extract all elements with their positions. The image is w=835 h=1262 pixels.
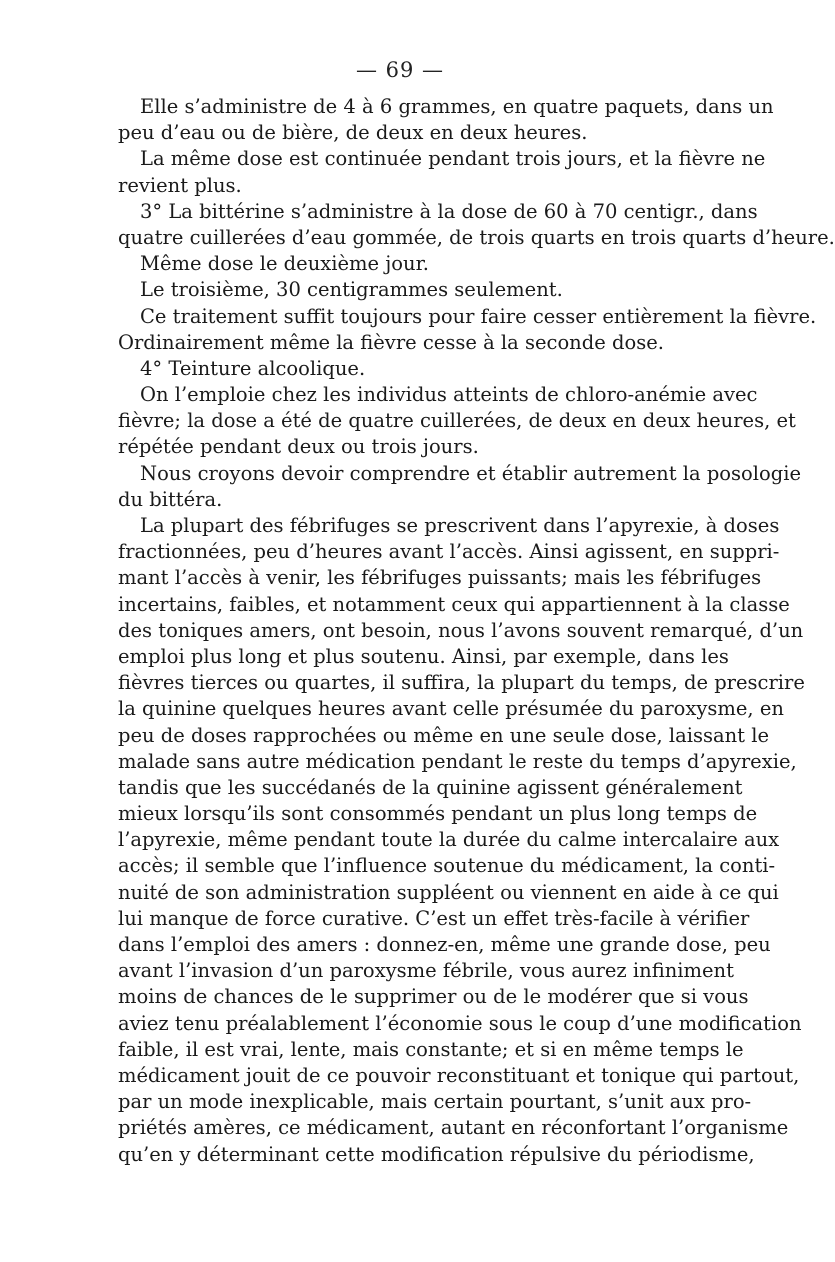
text-line: Nous croyons devoir comprendre et établir autrement la posologie	[140, 461, 802, 485]
text-line: emploi plus long et plus soutenu. Ainsi, par exemple, dans les	[118, 644, 729, 668]
text-line: avant l’invasion d’un paroxysme fébrile, vous aurez infiniment	[118, 959, 734, 983]
text-line: la quinine quelques heures avant celle présumée du paroxysme, en	[118, 697, 784, 721]
text-line: moins de chances de le supprimer ou de le modérer que si vous	[118, 985, 749, 1009]
text-line: Ordinairement même la fièvre cesse à la seconde dose.	[118, 330, 664, 354]
text-line: accès; il semble que l’influence soutenue du médicament, la conti-	[118, 854, 776, 878]
text-line: dans l’emploi des amers : donnez-en, même une grande dose, peu	[118, 933, 771, 956]
text-line: fractionnées, peu d’heures avant l’accès. Ainsi agissent, en suppri-	[118, 540, 780, 564]
text-line: peu de doses rapprochées ou même en une seule dose, laissant le	[118, 723, 769, 747]
text-line: Le troisième, 30 centigrammes seulement.	[140, 278, 563, 302]
text-line: On l’emploie chez les individus atteints de chloro-anémie avec	[140, 383, 758, 407]
text-line: l’apyrexie, même pendant toute la durée du calme intercalaire aux	[118, 828, 780, 852]
text-line: tandis que les succédanés de la quinine agissent généralement	[118, 775, 743, 799]
text-line: lui manque de force curative. C’est un effet très-facile à vérifier	[118, 906, 750, 930]
text-line: La plupart des fébrifuges se prescrivent dans l’apyrexie, à doses	[140, 514, 780, 537]
text-line: répétée pendant deux ou trois jours.	[118, 435, 479, 459]
text-line: peu d’eau ou de bière, de deux en deux heures.	[118, 121, 588, 145]
page-number: — 69 —	[355, 58, 445, 82]
text-line: des toniques amers, ont besoin, nous l’avons souvent remarqué, d’un	[118, 618, 804, 642]
text-line: faible, il est vrai, lente, mais constante; et si en même temps le	[118, 1037, 744, 1061]
text-line: La même dose est continuée pendant trois jours, et la fièvre ne	[140, 147, 766, 171]
text-line: malade sans autre médication pendant le reste du temps d’apyrexie,	[118, 749, 797, 773]
body-text	[118, 94, 835, 1168]
text-line: fièvres tierces ou quartes, il suffira, la plupart du temps, de prescrire	[118, 671, 805, 695]
text-line: priétés amères, ce médicament, autant en réconfortant l’organisme	[118, 1116, 789, 1140]
text-line: fièvre; la dose a été de quatre cuillerées, de deux en deux heures, et	[118, 409, 796, 433]
text-line: revient plus.	[118, 173, 242, 197]
text-line: nuité de son administration suppléent ou viennent en aide à ce qui	[118, 880, 779, 904]
text-line: qu’en y déterminant cette modification répulsive du périodisme,	[118, 1142, 755, 1166]
text-line: Ce traitement suffit toujours pour faire cesser entièrement la fièvre.	[140, 304, 817, 328]
text-line: Même dose le deuxième jour.	[140, 252, 429, 276]
text-line: mieux lorsqu’ils sont consommés pendant un plus long temps de	[118, 802, 758, 826]
text-line: aviez tenu préalablement l’économie sous le coup d’une modification	[118, 1011, 802, 1035]
text-line: du bittéra.	[118, 487, 223, 511]
text-line: 4° Teinture alcoolique.	[140, 356, 366, 380]
text-line: par un mode inexplicable, mais certain pourtant, s’unit aux pro-	[118, 1090, 752, 1114]
text-line: quatre cuillerées d’eau gommée, de trois quarts en trois quarts d’heure.	[118, 225, 835, 249]
text-line: médicament jouit de ce pouvoir reconstituant et tonique qui partout,	[118, 1063, 800, 1087]
text-line: mant l’accès à venir, les fébrifuges puissants; mais les fébrifuges	[118, 566, 762, 590]
text-line: Elle s’administre de 4 à 6 grammes, en quatre paquets, dans un	[140, 95, 774, 118]
text-line: 3° La bittérine s’administre à la dose de 60 à 70 centigr., dans	[140, 199, 758, 223]
text-line: incertains, faibles, et notamment ceux qui appartiennent à la classe	[118, 592, 790, 616]
